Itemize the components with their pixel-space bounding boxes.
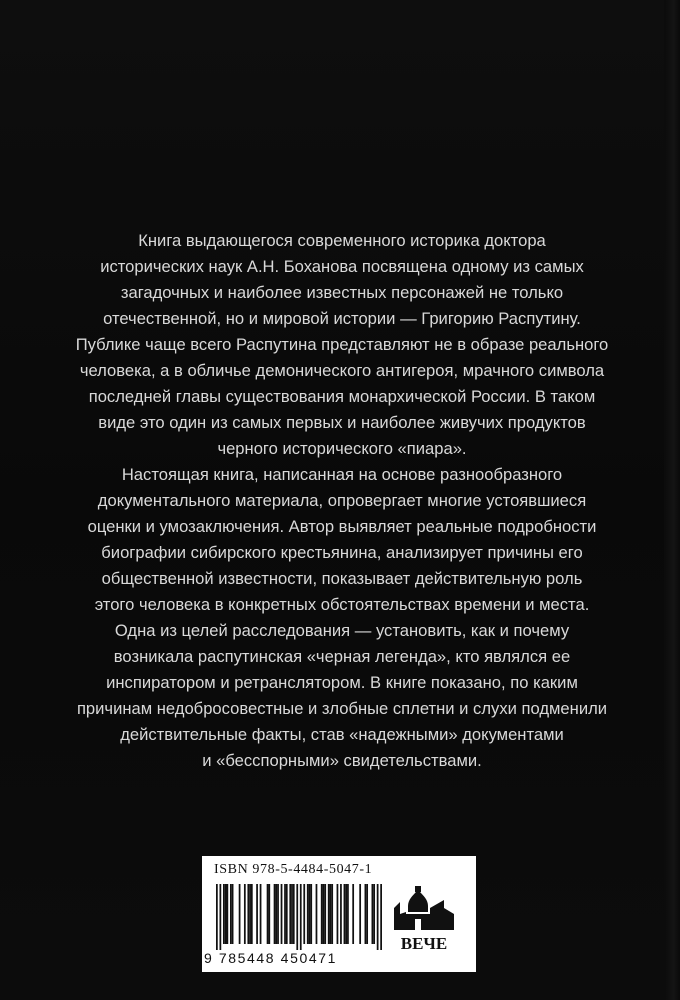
veche-logo-icon — [388, 886, 466, 952]
barcode-bar — [359, 884, 361, 944]
annotation-line: этого человека в конкретных обстоятельствах времени и места. — [94, 595, 590, 614]
barcode-bar — [307, 884, 309, 944]
barcode-bar — [300, 884, 302, 950]
barcode-bar — [293, 884, 295, 944]
barcode-bar — [380, 884, 382, 950]
annotation-line: Книга выдающегося современного историка доктора — [138, 231, 546, 250]
annotation-line: возникала распутинская «черная легенда», кто являлся ее — [113, 647, 571, 666]
barcode-bar — [324, 884, 326, 944]
barcode-bar — [260, 884, 262, 944]
barcode-bar — [365, 884, 367, 944]
annotation-line: документального материала, опровергает многие устоявшиеся — [97, 491, 587, 510]
isbn-label: ISBN 978-5-4484-5047-1 — [214, 862, 373, 877]
annotation-line: человека, а в обличье демонического антигероя, мрачного символа — [79, 361, 605, 380]
annotation-line: исторических наук А.Н. Боханова посвящена одному из самых — [100, 257, 584, 276]
annotation-line: виде это один из самых первых и наиболее живучих продуктов — [98, 413, 586, 432]
annotation-line: действительные факты, став «надежными» документами — [120, 725, 564, 744]
publisher-logo-text: ВЕЧЕ — [400, 934, 448, 952]
annotation-line: инспиратором и ретранслятором. В книге показано, по каким — [106, 673, 578, 692]
barcode-bar — [309, 884, 311, 944]
barcode-bar — [216, 884, 218, 950]
barcode-bar — [268, 884, 270, 944]
barcode-bar — [323, 884, 325, 944]
barcode-bar — [267, 884, 269, 944]
barcode-bar — [303, 884, 305, 944]
barcode-bar — [274, 884, 276, 944]
barcode-bar — [344, 884, 346, 944]
barcode-bar — [347, 884, 349, 944]
book-annotation — [72, 228, 612, 774]
barcode-bar — [316, 884, 318, 944]
annotation-line: оценки и умозаключения. Автор выявляет реальные подробности — [87, 517, 597, 536]
barcode-bar — [225, 884, 227, 944]
barcode-bar — [328, 884, 330, 944]
barcode-bar — [352, 884, 354, 944]
barcode-bar — [286, 884, 288, 944]
barcode-bar — [275, 884, 277, 944]
barcode-bar — [296, 884, 298, 950]
barcode-bar — [239, 884, 241, 944]
barcode-bar — [310, 884, 312, 944]
barcode-bars — [216, 884, 382, 950]
barcode-bar — [321, 884, 323, 944]
barcode-panel — [202, 856, 476, 972]
barcode-bar — [345, 884, 347, 944]
annotation-line: отечественной, но и мировой истории — Григорию Распутину. — [103, 309, 581, 328]
annotation-line: загадочных и наиболее известных персонажей не только — [120, 283, 564, 302]
barcode-bar — [256, 884, 258, 944]
annotation-line: Настоящая книга, написанная на основе разнообразного — [121, 465, 563, 484]
barcode-bar — [331, 884, 333, 944]
barcode-bar — [366, 884, 368, 944]
barcode-bar — [230, 884, 232, 944]
barcode-bar — [330, 884, 332, 944]
annotation-line: последней главы существования монархической России. В таком — [88, 387, 596, 406]
barcode-digits: 9 785448 450471 — [204, 950, 337, 966]
annotation-line: биографии сибирского крестьянина, анализирует причины его — [101, 543, 583, 562]
barcode-bar — [377, 884, 379, 950]
barcode-bar — [219, 884, 221, 950]
barcode-bar — [291, 884, 293, 944]
barcode-bar — [226, 884, 228, 944]
barcode-bar — [337, 884, 339, 944]
annotation-line: причинам недобросовестные и злобные сплетни и слухи подменили — [76, 699, 608, 718]
barcode-bar — [289, 884, 291, 944]
barcode-bar — [340, 884, 342, 944]
barcode-bar — [223, 884, 225, 944]
barcode-bar — [277, 884, 279, 944]
barcode-bar — [284, 884, 286, 944]
barcode-bar — [244, 884, 246, 944]
barcode-bar — [232, 884, 234, 944]
barcode-bar — [372, 884, 374, 944]
spine-edge — [664, 0, 680, 1000]
annotation-line: и «бесспорными» свидетельствами. — [202, 751, 482, 770]
annotation-line: Одна из целей расследования — установить, как и почему — [114, 621, 570, 640]
annotation-line: общественной известности, показывает действительную роль — [101, 569, 583, 588]
barcode-bar — [247, 884, 249, 944]
barcode-bar — [281, 884, 283, 944]
barcode-bar — [249, 884, 251, 944]
barcode-bar — [373, 884, 375, 944]
barcode-bar — [251, 884, 253, 944]
annotation-line: Публике чаще всего Распутина представляют не в образе реального — [75, 335, 609, 354]
annotation-line: черного исторического «пиара». — [217, 439, 467, 458]
